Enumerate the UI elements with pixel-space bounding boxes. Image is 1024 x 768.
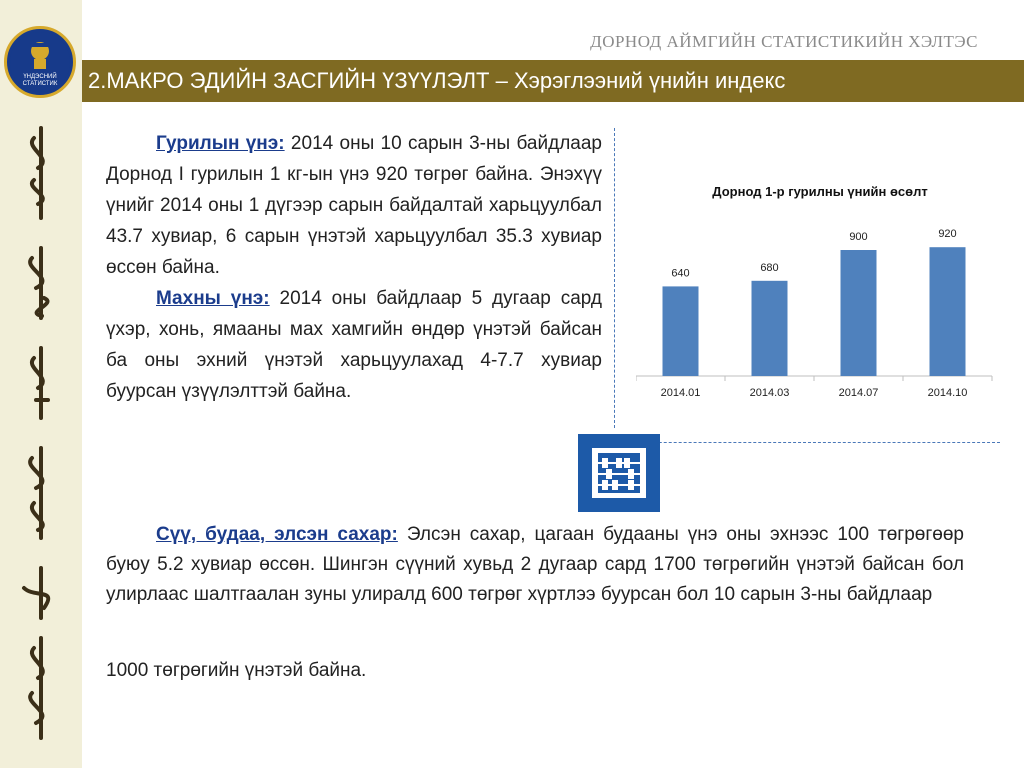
x-tick-label: 2014.03 xyxy=(749,387,790,399)
title-bar xyxy=(82,60,1024,102)
text-block-left xyxy=(106,128,602,407)
chart-bar xyxy=(663,286,699,376)
bar-data-label: 900 xyxy=(849,231,868,243)
paragraph-milk xyxy=(106,520,964,610)
chart-title: Дорнод 1-р гурилны үнийн өсөлт xyxy=(712,184,928,199)
chart-bar xyxy=(841,250,877,376)
chart-bar xyxy=(930,247,966,376)
flour-term: Гурилын үнэ: xyxy=(156,133,285,154)
left-sidebar xyxy=(0,0,82,768)
page-title: 2.МАКРО ЭДИЙН ЗАСГИЙН ҮЗҮҮЛЭЛТ – Хэрэглээний үнийн индекс xyxy=(88,68,786,93)
paragraph-meat xyxy=(106,283,602,407)
flour-price-chart xyxy=(636,206,1000,406)
milk-text: Элсэн сахар, цагаан будааны үнэ оны эхнээс 100 төгрөгөөр буюу 5.2 хувиар өссөн. Шингэн сүүний хувьд 2 дугаар сард 1700 төгрөгийн үнэтэй байсан бол улирлаас шалтгаалан зуны улиралд 600 төгрөг хүртлээ буурсан бол 10 сарын 3-ны байдлаар xyxy=(106,524,964,605)
organization-name: ДОРНОД АЙМГИЙН СТАТИСТИКИЙН ХЭЛТЭС xyxy=(590,32,978,51)
x-tick-label: 2014.01 xyxy=(660,387,701,399)
x-tick-label: 2014.07 xyxy=(838,387,879,399)
flour-text: 2014 оны 10 сарын 3-ны байдлаар Дорнод I гурилын 1 кг-ын үнэ 920 төгрөг байна. Энэхүү үнийг 2014 оны 1 дүгээр сарын байдалтай харьцуулбал 43.7 хувиар, 6 сарын үнэтэй харьцуулбал 35.3 хувиар өссөн байна. xyxy=(106,133,602,278)
national-statistics-logo-icon xyxy=(4,26,76,98)
bar-data-label: 680 xyxy=(760,261,779,274)
logo-text-1: ҮНДЭСНИЙ xyxy=(23,74,57,80)
chart-bar xyxy=(752,281,788,376)
text-block-bottom xyxy=(106,520,964,610)
paragraph-flour xyxy=(106,128,602,283)
abacus-icon xyxy=(578,434,660,512)
milk-term: Сүү, будаа, элсэн сахар: xyxy=(156,524,398,545)
bar-data-label: 920 xyxy=(938,228,957,241)
meat-text: 2014 оны байдлаар 5 дугаар сард үхэр, хонь, ямааны мах хамгийн өндөр үнэтэй байсан ба оны эхний үнэтэй харьцуулахад 4-7.7 хувиар буурсан үзүүлэлттэй байна. xyxy=(106,288,602,402)
meat-term: Махны үнэ: xyxy=(156,288,270,309)
dashed-divider-horizontal xyxy=(614,442,1000,443)
logo-text-2: СТАТИСТИК xyxy=(22,81,58,87)
bar-data-label: 640 xyxy=(671,267,690,280)
x-tick-label: 2014.10 xyxy=(927,387,968,399)
paragraph-milk-last-line: 1000 төгрөгийн үнэтэй байна. xyxy=(106,660,367,681)
dashed-divider-vertical xyxy=(614,128,615,428)
mongolian-script-icon xyxy=(14,118,68,758)
